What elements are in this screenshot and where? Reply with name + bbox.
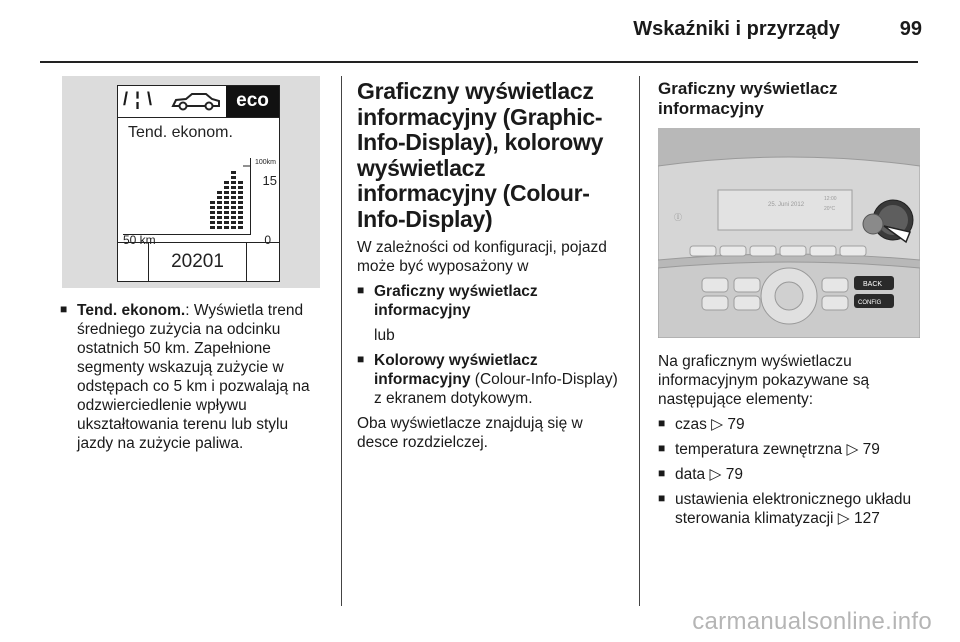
column-2 (357, 79, 625, 458)
or-word: lub (374, 327, 395, 344)
distance-label: 50 km (123, 233, 156, 247)
config-button-label: CONFIG (858, 300, 882, 306)
page-number: 99 (899, 18, 922, 40)
radio-unit-illustration (658, 128, 920, 338)
list-item: ■ data ▷ 79 (658, 465, 920, 484)
eco-trend-figure (62, 76, 320, 288)
screen-title: Tend. ekonom. (128, 124, 233, 141)
list-item-text: (Colour-Info-Display) z ekranem dotykowym. (374, 371, 618, 407)
watermark: carmanualsonline.info (692, 608, 932, 635)
column-divider (639, 76, 640, 606)
paragraph: Oba wyświetlacze znajdują się w desce rozdzielczej. (357, 415, 583, 451)
lane-icon: / ¦ \ (123, 89, 154, 109)
list-item (357, 282, 625, 320)
cluster-screen (117, 85, 280, 282)
column-divider (341, 76, 342, 606)
zero-label: 0 (264, 233, 271, 247)
list-item: ■ czas ▷ 79 (658, 415, 920, 434)
screen-bottom-bar (118, 242, 279, 281)
display-temp: 20°C (824, 206, 836, 212)
paragraph: W zależności od konfiguracji, pojazd może być wyposażony w (357, 239, 607, 275)
paragraph: Na graficznym wyświetlaczu informacyjnym pokazywane są następujące elementy: (658, 353, 870, 408)
column-3 (658, 79, 920, 119)
display-date: 25. Juni 2012 (768, 202, 805, 208)
scale-value-label: 15 (262, 173, 277, 188)
list-item: ■ temperatura zewnętrzna ▷ 79 (658, 440, 920, 459)
radio-unit-figure (658, 128, 920, 338)
list-item-bold: Kolorowy wyświetlacz informacyjny (374, 352, 538, 388)
section-heading: Graficzny wyświetlacz informacyjny (Graphic-Info-Display), kolorowy wyświetlacz informacyjny (Colour-Info-Display) (357, 78, 604, 232)
column-1 (60, 301, 322, 459)
bottom-right-cell (246, 243, 279, 281)
bottom-left-cell (118, 243, 149, 281)
display-time: 12:00 (824, 196, 837, 202)
section-heading: Graficzny wyświetlacz informacyjny (658, 79, 838, 118)
list-item (357, 351, 625, 408)
definition: : Wyświetla trend średniego zużycia na odcinku ostatnich 50 km. Zapełnione segmenty wskazują zużycie w odstępach co 5 km i pozwalają na odzwierciedlenie wpływu ukształtowania terenu lub stylu jazdy na zużycie paliwa. (77, 302, 310, 452)
header-rule (40, 61, 918, 63)
term: Tend. ekonom. (77, 302, 186, 319)
scale-axis (250, 158, 251, 235)
column-3-body (658, 352, 920, 534)
scale-unit-label: 100km (254, 159, 276, 166)
svg-text:Ⓘ: Ⓘ (674, 213, 682, 222)
back-button-label: BACK (863, 281, 883, 288)
list-item-text: Graficzny wyświetlacz informacyjny (374, 283, 538, 319)
list-item (60, 301, 322, 453)
eco-badge: eco (226, 86, 279, 117)
odometer-value: 20201 (171, 251, 224, 272)
page-header-title: Wskaźniki i przyrządy (633, 18, 840, 40)
list-item: ■ ustawienia elektronicznego układu sterowania klimatyzacji ▷ 127 (658, 490, 920, 528)
